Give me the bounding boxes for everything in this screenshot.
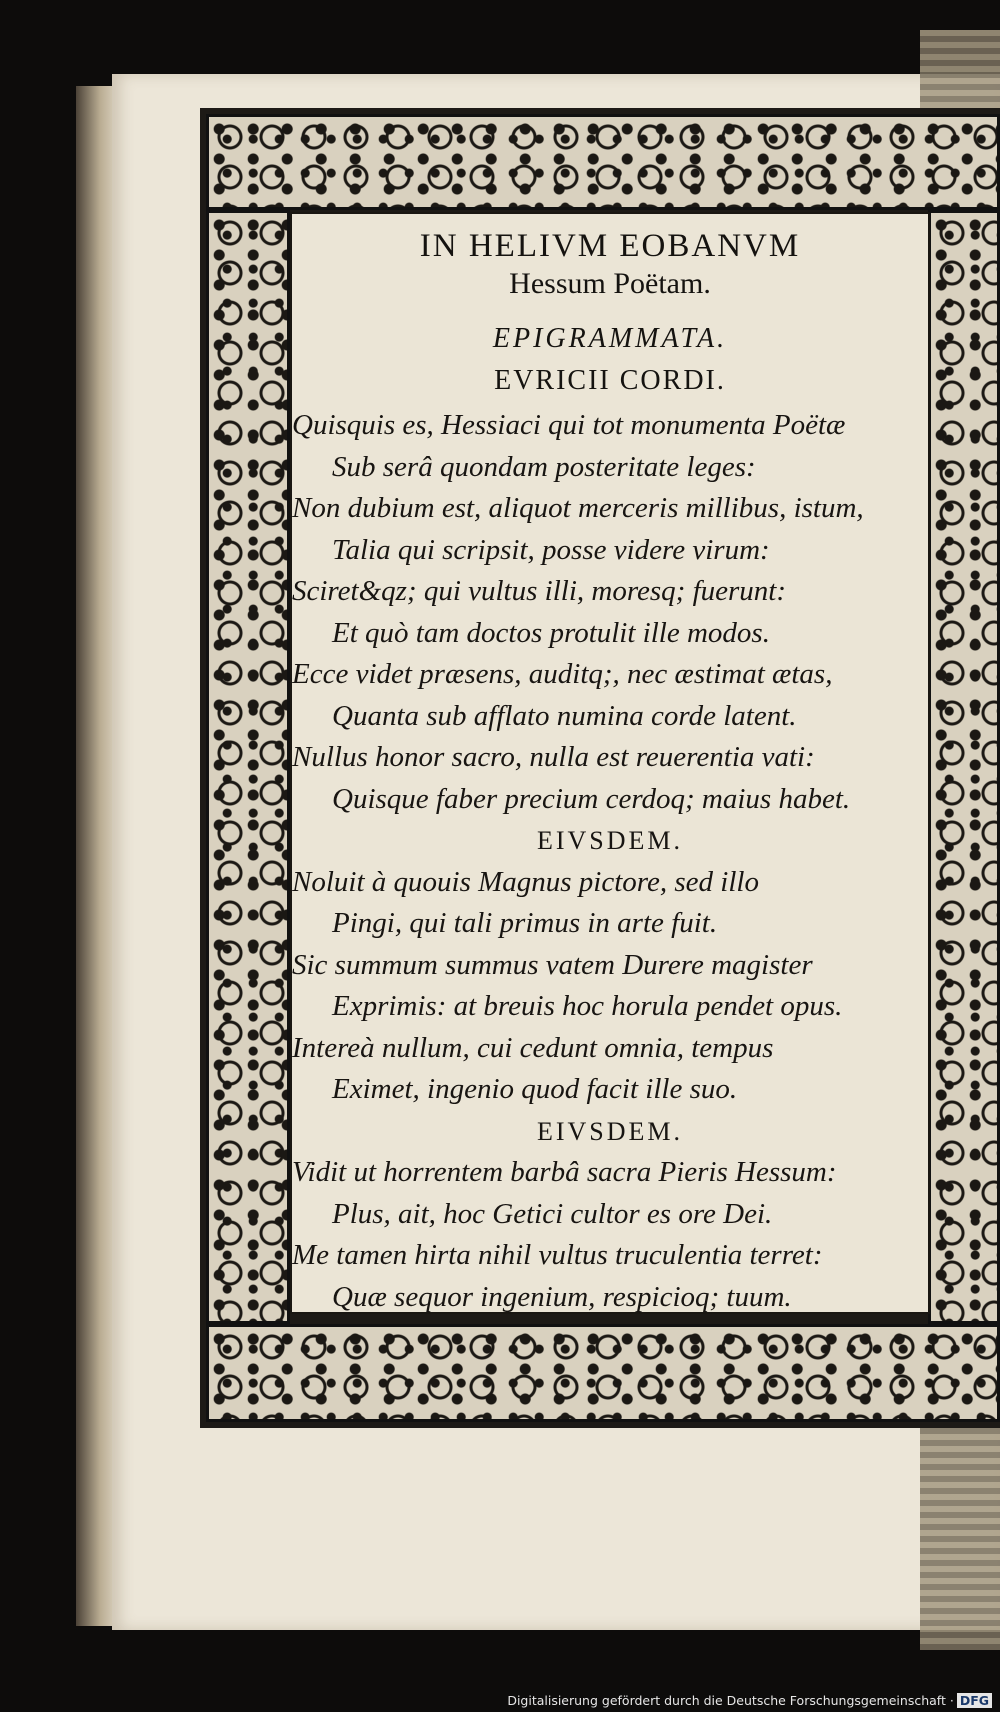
verse-line: Non dubium est, aliquot merceris millibus, istum, <box>292 492 864 524</box>
verse-line: Talia qui scripsit, posse videre virum: <box>332 533 770 566</box>
verse-line: Eximet, ingenio quod facit ille suo. <box>332 1073 738 1105</box>
verse-line: Sub serâ quondam posteritate leges: <box>332 450 756 483</box>
verse-line: Exprimis: at breuis hoc horula pendet opus. <box>332 990 843 1022</box>
poem-2 <box>292 862 928 1111</box>
dfg-logo: DFG <box>957 1693 992 1708</box>
section-heading: EIVSDEM. <box>536 1116 684 1146</box>
poem-3 <box>292 1152 928 1318</box>
verse-line: Plus, ait, hoc Getici cultor es ore Dei. <box>332 1197 773 1230</box>
verse-line: Intereà nullum, cui cedunt omnia, tempus <box>292 1031 774 1064</box>
funding-footer <box>507 1693 992 1708</box>
ornamental-border-bottom <box>206 1324 1000 1422</box>
funding-text: Digitalisierung gefördert durch die Deutsche Forschungsgemeinschaft · <box>507 1693 954 1708</box>
verse-line: Quisque faber precium cerdoq; maius habet. <box>332 782 851 815</box>
section-heading: EIVSDEM. <box>536 826 684 855</box>
text-panel <box>290 212 930 1314</box>
verse-line: Ecce videt præsens, auditq;, nec æstimat ætas, <box>292 658 833 690</box>
verse-line: Me tamen hirta nihil vultus truculentia terret: <box>292 1239 823 1271</box>
verse-line: Sic summum summus vatem Durere magister <box>292 948 813 981</box>
title-line-2: Hessum Poëtam. <box>509 267 711 300</box>
verse-line: Nullus honor sacro, nulla est reuerentia vati: <box>292 741 815 773</box>
verse-line: Noluit à quouis Magnus pictore, sed illo <box>292 865 759 898</box>
verse-line: Pingi, qui tali primus in arte fuit. <box>332 907 718 939</box>
poem-1 <box>292 405 928 820</box>
verse-line: Vidit ut horrentem barbâ sacra Pieris Hessum: <box>292 1156 837 1188</box>
title-line-1: IN HELIVM EOBANVM <box>419 228 801 264</box>
verse-line: Quisquis es, Hessiaci qui tot monumenta Poëtæ <box>292 409 846 441</box>
verse-line: Sciret&qz; qui vultus illi, moresq; fuerunt: <box>292 575 787 607</box>
ornamental-border-top <box>206 114 1000 210</box>
genre-heading: EPIGRAMMATA. <box>492 323 728 354</box>
verse-line: Quanta sub afflato numina corde latent. <box>332 699 797 732</box>
ornamental-border-right <box>928 210 1000 1324</box>
book-spine <box>76 86 116 1626</box>
verse-line: Et quò tam doctos protulit ille modos. <box>332 616 770 649</box>
author-heading: EVRICII CORDI. <box>494 365 726 396</box>
ornamental-border-left <box>206 210 290 1324</box>
verse-line: Quæ sequor ingenium, respicioq; tuum. <box>332 1280 792 1313</box>
